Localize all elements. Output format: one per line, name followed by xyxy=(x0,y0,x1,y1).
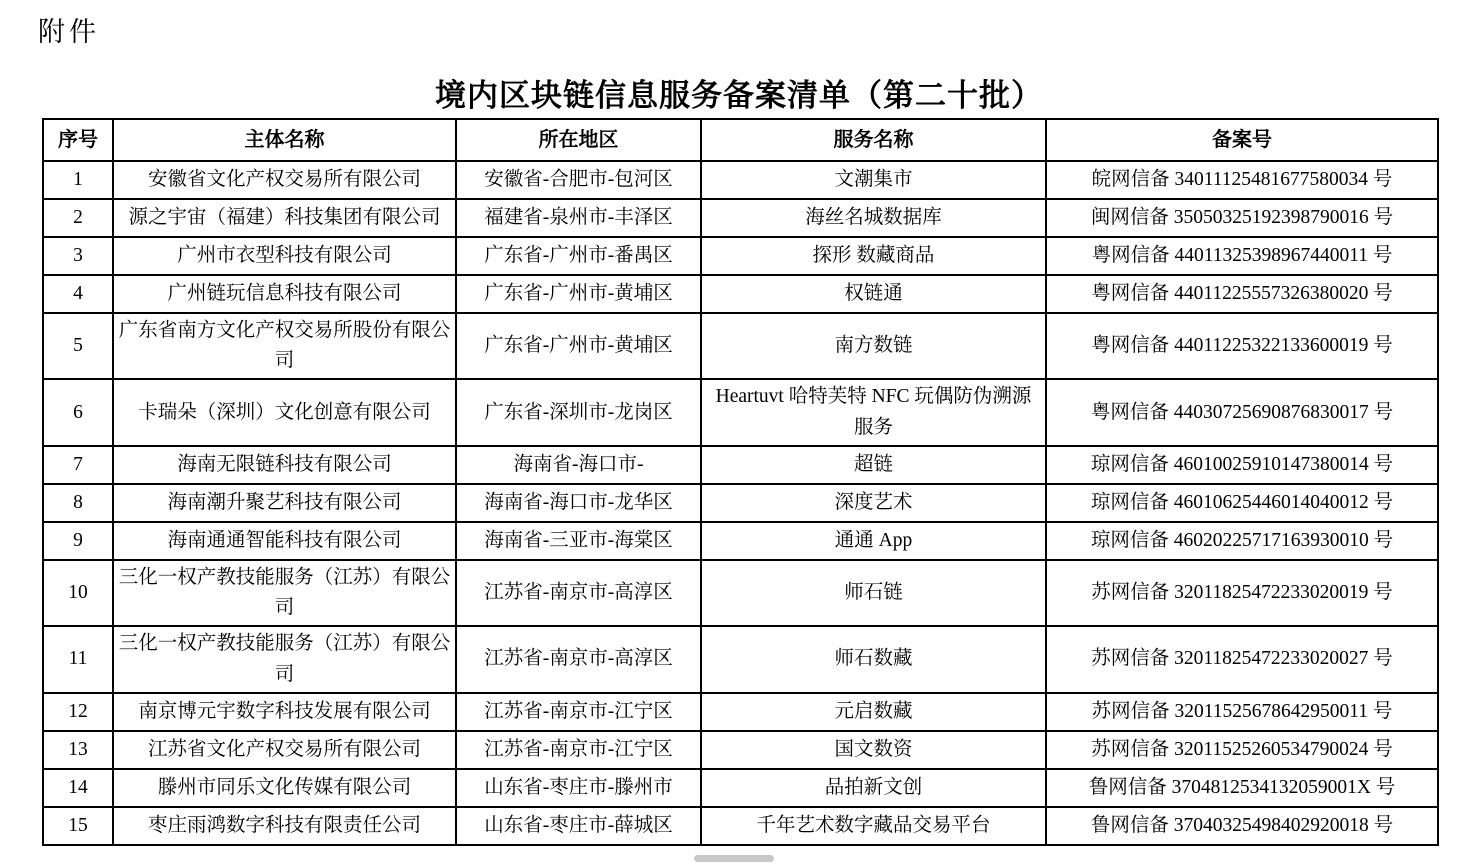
header-filing-number: 备案号 xyxy=(1046,119,1438,161)
page-title: 境内区块链信息服务备案清单（第二十批） xyxy=(435,78,1043,113)
attachment-label: 附件 xyxy=(38,17,100,47)
cell-region: 江苏省-南京市-高淳区 xyxy=(456,560,701,626)
cell-entity: 海南潮升聚艺科技有限公司 xyxy=(113,484,456,522)
cell-region: 广东省-广州市-番禺区 xyxy=(456,237,701,275)
table-row xyxy=(43,161,1438,199)
table-row xyxy=(43,313,1438,379)
table-row xyxy=(43,237,1438,275)
header-region: 所在地区 xyxy=(456,119,701,161)
cell-service: 文潮集市 xyxy=(701,161,1046,199)
table-row xyxy=(43,560,1438,626)
cell-region: 安徽省-合肥市-包河区 xyxy=(456,161,701,199)
table-row xyxy=(43,626,1438,692)
cell-region: 广东省-深圳市-龙岗区 xyxy=(456,379,701,445)
cell-filing: 琼网信备 46020225717163930010 号 xyxy=(1046,522,1438,560)
cell-no: 7 xyxy=(43,446,113,484)
scrollbar-thumb[interactable] xyxy=(694,855,774,862)
cell-filing: 粤网信备 44011225322133600019 号 xyxy=(1046,313,1438,379)
cell-no: 8 xyxy=(43,484,113,522)
cell-service: 超链 xyxy=(701,446,1046,484)
cell-entity: 滕州市同乐文化传媒有限公司 xyxy=(113,769,456,807)
header-serial-number: 序号 xyxy=(43,119,113,161)
cell-filing: 闽网信备 35050325192398790016 号 xyxy=(1046,199,1438,237)
cell-filing: 苏网信备 32011525678642950011 号 xyxy=(1046,693,1438,731)
cell-entity: 卡瑞朵（深圳）文化创意有限公司 xyxy=(113,379,456,445)
cell-filing: 苏网信备 32011825472233020019 号 xyxy=(1046,560,1438,626)
cell-region: 江苏省-南京市-江宁区 xyxy=(456,693,701,731)
cell-service: 海丝名城数据库 xyxy=(701,199,1046,237)
cell-region: 福建省-泉州市-丰泽区 xyxy=(456,199,701,237)
cell-filing: 粤网信备 44030725690876830017 号 xyxy=(1046,379,1438,445)
cell-service: 深度艺术 xyxy=(701,484,1046,522)
cell-filing: 鲁网信备 3704812534132059001X 号 xyxy=(1046,769,1438,807)
cell-service: 千年艺术数字藏品交易平台 xyxy=(701,807,1046,845)
table-row xyxy=(43,693,1438,731)
cell-entity: 广州市衣型科技有限公司 xyxy=(113,237,456,275)
cell-no: 14 xyxy=(43,769,113,807)
cell-service: 师石链 xyxy=(701,560,1046,626)
cell-service: Heartuvt 哈特芙特 NFC 玩偶防伪溯源服务 xyxy=(701,379,1046,445)
cell-entity: 源之宇宙（福建）科技集团有限公司 xyxy=(113,199,456,237)
cell-entity: 广州链玩信息科技有限公司 xyxy=(113,275,456,313)
cell-no: 2 xyxy=(43,199,113,237)
cell-entity: 海南通通智能科技有限公司 xyxy=(113,522,456,560)
cell-filing: 粤网信备 44011225557326380020 号 xyxy=(1046,275,1438,313)
header-entity-name: 主体名称 xyxy=(113,119,456,161)
table-row xyxy=(43,199,1438,237)
cell-region: 江苏省-南京市-江宁区 xyxy=(456,731,701,769)
cell-no: 13 xyxy=(43,731,113,769)
cell-service: 国文数资 xyxy=(701,731,1046,769)
header-service-name: 服务名称 xyxy=(701,119,1046,161)
cell-no: 12 xyxy=(43,693,113,731)
cell-entity: 安徽省文化产权交易所有限公司 xyxy=(113,161,456,199)
cell-no: 9 xyxy=(43,522,113,560)
cell-entity: 江苏省文化产权交易所有限公司 xyxy=(113,731,456,769)
cell-service: 探形 数藏商品 xyxy=(701,237,1046,275)
cell-no: 10 xyxy=(43,560,113,626)
cell-entity: 广东省南方文化产权交易所股份有限公司 xyxy=(113,313,456,379)
cell-filing: 苏网信备 32011825472233020027 号 xyxy=(1046,626,1438,692)
cell-no: 11 xyxy=(43,626,113,692)
cell-service: 通通 App xyxy=(701,522,1046,560)
cell-region: 海南省-三亚市-海棠区 xyxy=(456,522,701,560)
cell-no: 15 xyxy=(43,807,113,845)
table-header-row xyxy=(43,119,1438,161)
table-row xyxy=(43,522,1438,560)
cell-no: 3 xyxy=(43,237,113,275)
cell-service: 元启数藏 xyxy=(701,693,1046,731)
cell-entity: 海南无限链科技有限公司 xyxy=(113,446,456,484)
cell-region: 广东省-广州市-黄埔区 xyxy=(456,313,701,379)
cell-service: 品拍新文创 xyxy=(701,769,1046,807)
cell-no: 5 xyxy=(43,313,113,379)
table-row xyxy=(43,807,1438,845)
cell-entity: 三化一权产教技能服务（江苏）有限公司 xyxy=(113,560,456,626)
cell-filing: 琼网信备 46010625446014040012 号 xyxy=(1046,484,1438,522)
cell-service: 权链通 xyxy=(701,275,1046,313)
cell-region: 山东省-枣庄市-滕州市 xyxy=(456,769,701,807)
table-row xyxy=(43,275,1438,313)
cell-filing: 琼网信备 46010025910147380014 号 xyxy=(1046,446,1438,484)
table-row xyxy=(43,379,1438,445)
cell-entity: 南京博元宇数字科技发展有限公司 xyxy=(113,693,456,731)
cell-region: 山东省-枣庄市-薛城区 xyxy=(456,807,701,845)
cell-filing: 苏网信备 32011525260534790024 号 xyxy=(1046,731,1438,769)
cell-no: 6 xyxy=(43,379,113,445)
cell-filing: 皖网信备 34011125481677580034 号 xyxy=(1046,161,1438,199)
cell-service: 师石数藏 xyxy=(701,626,1046,692)
cell-region: 江苏省-南京市-高淳区 xyxy=(456,626,701,692)
table-body xyxy=(43,161,1438,845)
cell-filing: 鲁网信备 37040325498402920018 号 xyxy=(1046,807,1438,845)
cell-no: 4 xyxy=(43,275,113,313)
cell-region: 海南省-海口市-龙华区 xyxy=(456,484,701,522)
table-row xyxy=(43,446,1438,484)
cell-entity: 枣庄雨鸿数字科技有限责任公司 xyxy=(113,807,456,845)
table-row xyxy=(43,731,1438,769)
cell-entity: 三化一权产教技能服务（江苏）有限公司 xyxy=(113,626,456,692)
cell-region: 海南省-海口市- xyxy=(456,446,701,484)
cell-region: 广东省-广州市-黄埔区 xyxy=(456,275,701,313)
table-row xyxy=(43,484,1438,522)
filing-table xyxy=(42,118,1439,846)
cell-no: 1 xyxy=(43,161,113,199)
cell-service: 南方数链 xyxy=(701,313,1046,379)
cell-filing: 粤网信备 44011325398967440011 号 xyxy=(1046,237,1438,275)
table-row xyxy=(43,769,1438,807)
